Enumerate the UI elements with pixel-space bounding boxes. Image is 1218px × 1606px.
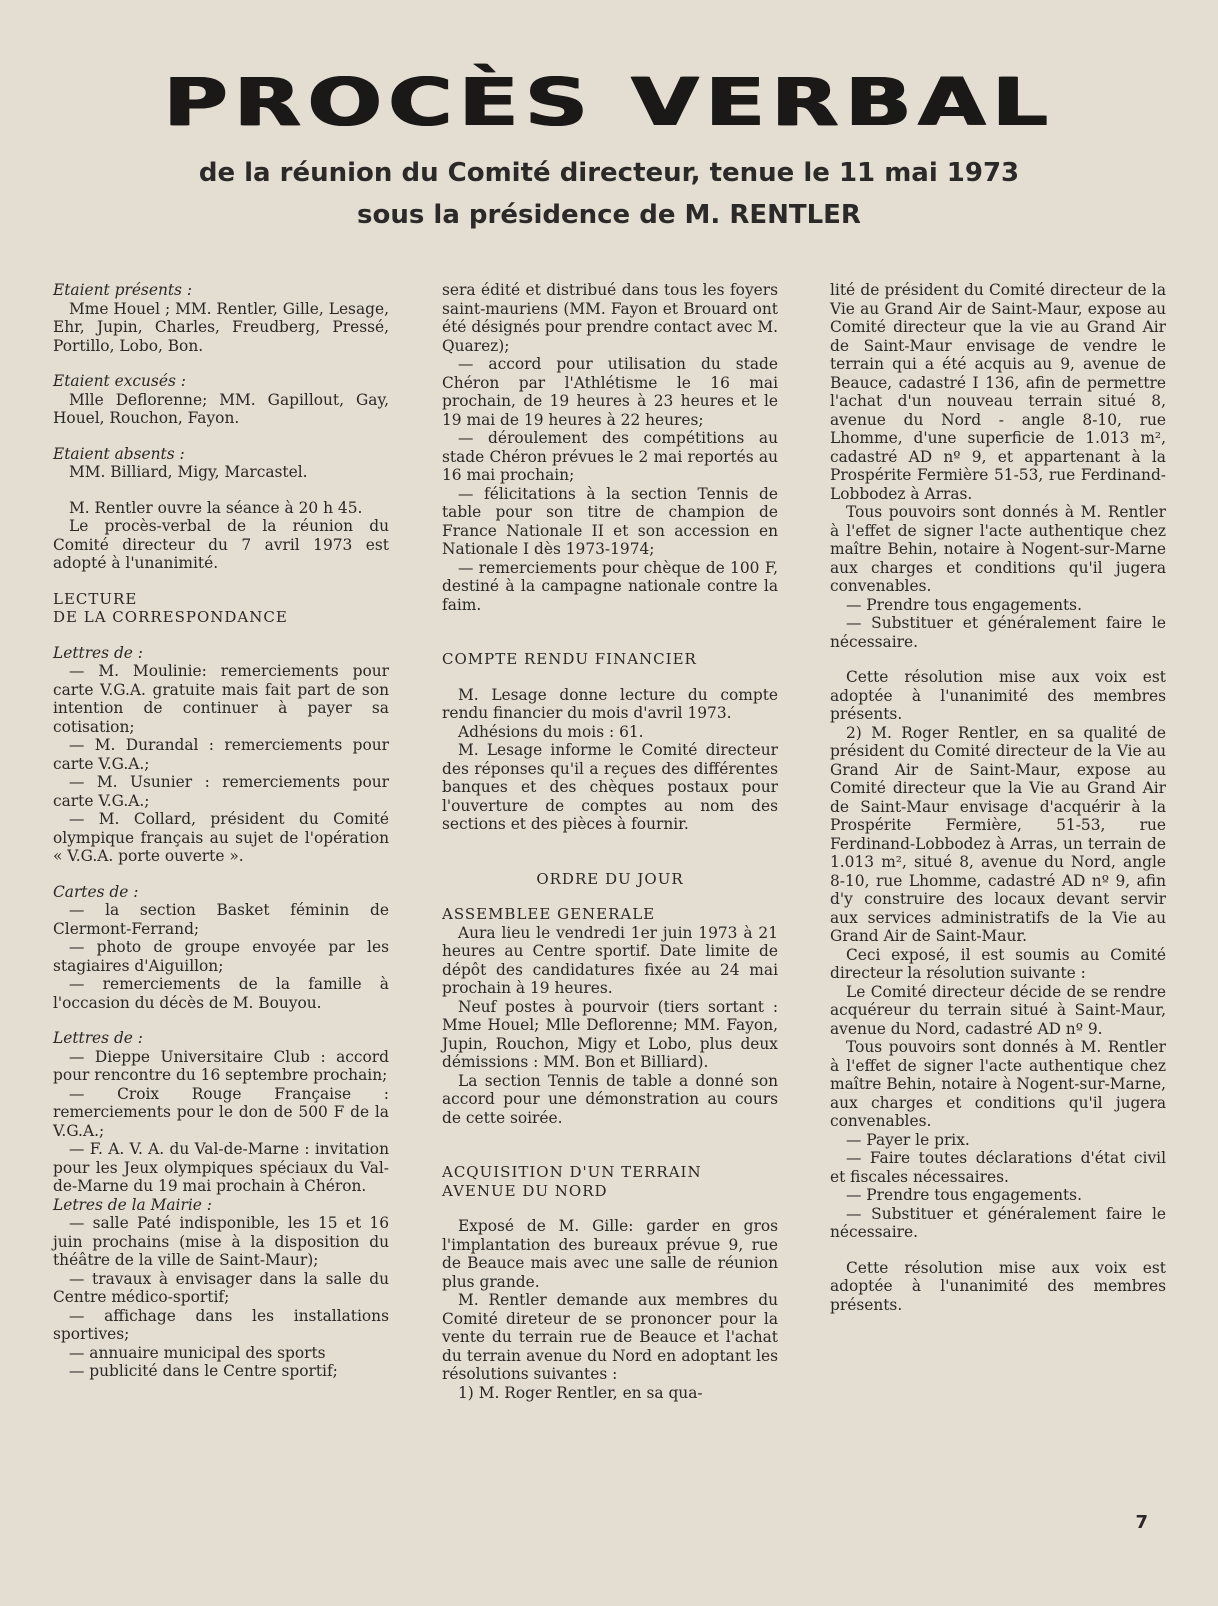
paragraph: Tous pouvoirs sont donnés à M. Rentler à l'effet de signer l'acte authentique chez maître Behin, notaire à Nogent-sur-Marne, aux charges et conditions qu'il jugera convenables.	[830, 1038, 1166, 1130]
subtitle-line-2: sous la présidence de M. RENTLER	[357, 200, 861, 230]
list-item: — M. Usunier : remerciements pour carte V.G.A.;	[53, 773, 389, 810]
list-item: — remerciements pour chèque de 100 F, destiné à la campagne nationale contre la faim.	[442, 558, 778, 614]
list-item: — salle Paté indisponible, les 15 et 16 juin prochains (mise à la disposition du théâtre de la ville de Saint-Maur);	[53, 1214, 389, 1269]
paragraph: Neuf postes à pourvoir (tiers sortant : Mme Houel; Mlle Deflorenne; MM. Fayon, Jupin, Rouchon, Migy et Lobo, plus deux démissions : MM. Bon et Billiard).	[442, 997, 778, 1071]
section-label: Lettres de :	[53, 643, 143, 662]
list-item: — annuaire municipal des sports	[69, 1343, 326, 1362]
list-item: — accord pour utilisation du stade Chéron par l'Athlétisme le 16 mai prochain, de 19 heures à 23 heures et le 19 mai de 19 heures à 22 heures;	[442, 355, 778, 429]
section-label: Etaient excusés :	[53, 372, 186, 390]
column-2	[442, 281, 778, 1402]
paragraph: Tous pouvoirs sont donnés à M. Rentler à l'effet de signer l'acte authentique chez maître Behin, notaire à Nogent-sur-Marne aux charges et conditions qu'il jugera convenables.	[830, 503, 1166, 595]
paragraph: Cette résolution mise aux voix est adoptée à l'unanimité des membres présents.	[830, 1258, 1166, 1314]
paragraph: Le Comité directeur décide de se rendre acquéreur du terrain situé à Saint-Maur, avenue du Nord, cadastré AD nº 9.	[830, 982, 1166, 1038]
section-heading: AVENUE DU NORD	[442, 1181, 608, 1200]
section-label: Letres de la Mairie :	[53, 1195, 212, 1214]
list-item: — F. A. V. A. du Val-de-Marne : invitation pour les Jeux olympiques spéciaux du Val-de-Marne du 19 mai prochain à Chéron.	[53, 1140, 389, 1195]
list-item: — Substituer et généralement faire le nécessaire.	[830, 614, 1166, 651]
list-item: — publicité dans le Centre sportif;	[69, 1362, 338, 1380]
paragraph: Ceci exposé, il est soumis au Comité directeur la résolution suivante :	[830, 945, 1166, 982]
list-item: — Croix Rouge Française : remerciements pour le don de 500 F de la V.G.A.;	[53, 1084, 389, 1140]
paragraph: Adhésions du mois : 61.	[458, 722, 644, 741]
list-item: — Payer le prix.	[846, 1130, 970, 1149]
section-heading: ASSEMBLEE GENERALE	[442, 905, 656, 923]
section-label: Etaient absents :	[53, 444, 185, 463]
paragraph: M. Lesage donne lecture du compte rendu financier du mois d'avril 1973.	[442, 685, 778, 722]
section-heading: LECTURE	[53, 589, 138, 608]
list-item: — affichage dans les installations sportives;	[53, 1306, 389, 1343]
column-1	[53, 281, 389, 1381]
paragraph: Mme Houel ; MM. Rentler, Gille, Lesage, Ehr, Jupin, Charles, Freudberg, Pressé, Portillo, Lobo, Bon.	[53, 299, 389, 355]
section-heading: DE LA CORRESPONDANCE	[53, 608, 288, 626]
list-item: — félicitations à la section Tennis de table pour son titre de champion de France Nationale II et son accession en Nationale I dès 1973-1974;	[442, 484, 778, 558]
list-item: — remerciements de la famille à l'occasion du décès de M. Bouyou.	[53, 975, 389, 1012]
paragraph: lité de président du Comité directeur de la Vie au Grand Air de Saint-Maur, expose au Comité directeur que la vie au Grand Air de Saint-Maur envisage de vendre le terrain qui a été acquis au 9, avenue de Beauce, cadastré I 136, afin de permettre l'achat d'un nouveau terrain situé 8, avenue du Nord - angle 8-10, rue Lhomme, d'une superficie de 1.013 m², cadastré AD nº 9, et appartenant à la Prospérite Fermière 51-53, rue Ferdinand-Lobbodez à Arras.	[830, 281, 1166, 503]
list-item: — Substituer et généralement faire le nécessaire.	[830, 1204, 1166, 1241]
paragraph: Le procès-verbal de la réunion du Comité directeur du 7 avril 1973 est adopté à l'unanimité.	[53, 517, 389, 572]
list-item: — Dieppe Universitaire Club : accord pour rencontre du 16 septembre prochain;	[53, 1047, 389, 1084]
paragraph: Mlle Deflorenne; MM. Gapillout, Gay, Houel, Rouchon, Fayon.	[53, 390, 389, 427]
list-item: — Prendre tous engagements.	[846, 1186, 1082, 1204]
section-label: Lettres de :	[53, 1029, 143, 1047]
list-item: — M. Durandal : remerciements pour carte V.G.A.;	[53, 736, 389, 773]
list-item: — M. Moulinie: remerciements pour carte V.G.A. gratuite mais fait part de son intention de continuer à payer sa cotisation;	[53, 662, 389, 736]
paragraph: MM. Billiard, Migy, Marcastel.	[69, 463, 308, 481]
page-number: 7	[1135, 1512, 1148, 1533]
paragraph: M. Rentler demande aux membres du Comité direteur de se prononcer pour la vente du terrain rue de Beauce et l'achat du terrain avenue du Nord en adoptant les résolutions suivantes :	[442, 1291, 778, 1383]
section-heading: ORDRE DU JOUR	[536, 869, 684, 888]
list-item: — travaux à envisager dans la salle du Centre médico-sportif;	[53, 1269, 389, 1306]
list-item: — M. Collard, président du Comité olympique français au sujet de l'opération « V.G.A. porte ouverte ».	[53, 810, 389, 865]
paragraph: sera édité et distribué dans tous les foyers saint-mauriens (MM. Fayon et Brouard ont été désignés pour prendre contact avec M. Quarez);	[442, 281, 778, 355]
list-item: — Faire toutes déclarations d'état civil et fiscales nécessaires.	[830, 1149, 1166, 1186]
section-heading: COMPTE RENDU FINANCIER	[442, 650, 697, 668]
section-label: Cartes de :	[53, 882, 139, 901]
page-title: PROCÈS VERBAL	[163, 64, 1055, 141]
paragraph: M. Rentler ouvre la séance à 20 h 45.	[69, 498, 363, 517]
paragraph: Exposé de M. Gille: garder en gros l'implantation des bureaux prévue 9, rue de Beauce mais avec une salle de réunion plus grande.	[442, 1217, 778, 1291]
list-item: — photo de groupe envoyée par les stagiaires d'Aiguillon;	[53, 938, 389, 975]
paragraph: M. Lesage informe le Comité directeur des réponses qu'il a reçues des différentes banques et des chèques postaux pour l'ouverture de comptes au nom des sections et des pièces à fournir.	[442, 741, 778, 833]
list-item: — la section Basket féminin de Clermont-Ferrand;	[53, 901, 389, 938]
paragraph: La section Tennis de table a donné son accord pour une démonstration au cours de cette soirée.	[442, 1071, 778, 1127]
paragraph: Cette résolution mise aux voix est adoptée à l'unanimité des membres présents.	[830, 668, 1166, 723]
section-label: Etaient présents :	[53, 281, 193, 299]
paragraph: 1) M. Roger Rentler, en sa qua-	[458, 1383, 703, 1402]
paragraph: 2) M. Roger Rentler, en sa qualité de président du Comité directeur de la Vie au Grand Air de Saint-Maur, expose au Comité directeur que la Vie au Grand Air de Saint-Maur envisage d'acquérir à la Prospérite Fermière, 51-53, rue Ferdinand-Lobbodez à Arras, un terrain de 1.013 m², situé 8, avenue du Nord, angle 8-10, rue Lhomme, cadastré AD nº 9, afin d'y construire des locaux devant servir aux services administratifs de la Vie au Grand Air de Saint-Maur.	[830, 723, 1166, 945]
paragraph: Aura lieu le vendredi 1er juin 1973 à 21 heures au Centre sportif. Date limite de dépôt des candidatures fixée au 24 mai prochain à 19 heures.	[442, 923, 778, 997]
list-item: — Prendre tous engagements.	[846, 595, 1082, 614]
column-3	[830, 281, 1166, 1314]
section-heading: ACQUISITION D'UN TERRAIN	[442, 1163, 702, 1181]
list-item: — déroulement des compétitions au stade Chéron prévues le 2 mai reportés au 16 mai prochain;	[442, 429, 778, 484]
subtitle-line-1: de la réunion du Comité directeur, tenue le 11 mai 1973	[198, 158, 1020, 188]
